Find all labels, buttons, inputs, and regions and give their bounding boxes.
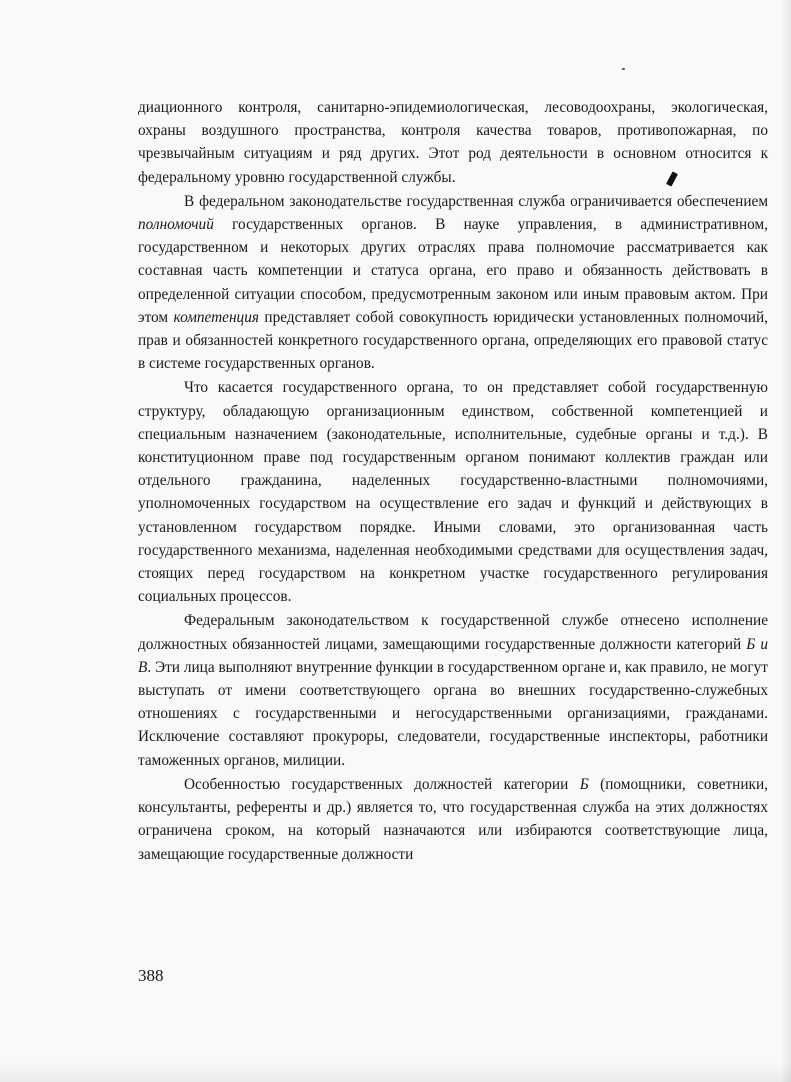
paragraph <box>138 773 768 866</box>
paragraph <box>138 609 768 771</box>
text-segment: Федеральным законодательством к государственной службе отнесено исполнение должностных обязанностей лицами, замещающими государственные должности категорий <box>138 612 768 653</box>
text-segment: представляет собой совокупность юридически установленных полномочий, прав и обязанностей конкретного государственного органа, определяющих его правовой статус в системе государственных органов. <box>138 308 768 373</box>
italic-term: полномочий <box>138 216 214 234</box>
text-segment: . Эти лица выполняют внутренние функции в государственном органе и, как правило, не могут выступать от имени соответствующего органа во внешних государственно-служебных отношениях с государственными и негосударственными организациями, гражданами. Исключение составляют прокуроры, следователи, государственные инспекторы, работники таможенных органов, милиции. <box>138 658 768 769</box>
text-segment: Особенностью государственных должностей категории <box>184 775 580 793</box>
italic-term: компетенция <box>173 308 259 326</box>
text-segment: В федеральном законодательстве государственная служба ограничивается обеспечением <box>184 192 768 210</box>
paragraph <box>138 96 768 189</box>
text-segment: диационного контроля, санитарно-эпидемиологическая, лесоводоохраны, экологическая, охраны воздушного пространства, контроля качества товаров, противопожарная, по чрезвычайным ситуациям и ряд других. Этот род деятельности в основном относится к федеральному уровню государственной службы. <box>138 99 768 186</box>
body-text <box>138 96 768 867</box>
scan-shadow-bottom <box>0 1062 791 1082</box>
paragraph <box>138 190 768 376</box>
italic-term: Б и В <box>138 635 768 676</box>
text-segment: (помощники, советники, консультанты, референты и др.) является то, что государственная служба на этих должностях ограничена сроком, на который назначаются или избираются соответствующие лица, замещающие государственные должности <box>138 775 768 863</box>
scan-shadow-right <box>781 0 791 1082</box>
paragraph <box>138 376 768 608</box>
scan-speck <box>622 68 625 70</box>
text-segment: государственных органов. В науке управления, в административном, государственном и некоторых других отраслях права полномочие рассматривается как составная часть компетенции и статуса органа, его право и обязанность действовать в определенной ситуации способом, предусмотренным законом или иным правовым актом. При этом <box>138 216 768 326</box>
page-number: 388 <box>138 966 164 985</box>
text-segment: Что касается государственного органа, то он представляет собой государственную структуру, обладающую организационным единством, собственной компетенцией и специальным назначением (законодательные, исполнительные, судебные органы и т.д.). В конституционном праве под государственным органом понимают коллектив граждан или отдельного гражданина, наделенных государственно-властными полномочиями, уполномоченных государством на осуществление его задач и функций и действующих в установленном государством порядке. Иными словами, это организованная часть государственного механизма, наделенная необходимыми средствами для осуществления задач, стоящих перед государством на конкретном участке государственного регулирования социальных процессов. <box>138 379 768 606</box>
italic-term: Б <box>579 775 589 793</box>
